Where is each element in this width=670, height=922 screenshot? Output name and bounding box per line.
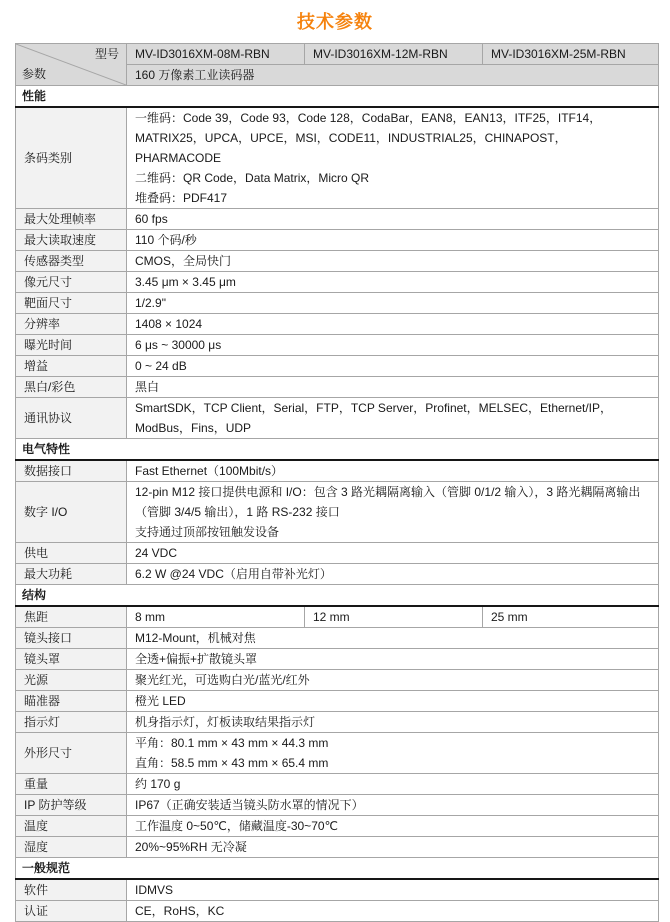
table-header-row (16, 44, 659, 65)
value-line: 工作温度 0~50℃，储藏温度-30~70℃ (135, 819, 339, 833)
value-line: 聚光红光，可选购白光/蓝光/红外 (135, 673, 310, 687)
row-label: 最大功耗 (16, 564, 127, 585)
row-value (127, 293, 659, 314)
corner-label-param: 参数 (22, 67, 47, 81)
value-line: 堆叠码：PDF417 (135, 191, 228, 205)
spec-row (16, 837, 659, 858)
section-title: 结构 (16, 585, 659, 607)
row-value (127, 335, 659, 356)
row-value-cell: 8 mm (127, 606, 305, 628)
section-title: 电气特性 (16, 439, 659, 461)
value-line: 60 fps (135, 212, 168, 226)
spec-row (16, 733, 659, 774)
row-label: 焦距 (16, 606, 127, 628)
spec-row (16, 649, 659, 670)
row-value (127, 879, 659, 901)
value-line: 支持通过顶部按钮触发设备 (135, 525, 280, 539)
spec-row (16, 356, 659, 377)
row-value (127, 482, 659, 543)
row-label: 增益 (16, 356, 127, 377)
row-label: 最大处理帧率 (16, 209, 127, 230)
spec-row (16, 691, 659, 712)
value-line: CE，RoHS，KC (135, 904, 225, 918)
row-label: 通讯协议 (16, 398, 127, 439)
spec-row (16, 460, 659, 482)
row-value (127, 107, 659, 209)
row-value (127, 251, 659, 272)
section-title: 性能 (16, 86, 659, 108)
row-value (127, 460, 659, 482)
value-line: SmartSDK，TCP Client，Serial，FTP，TCP Server，Profinet，MELSEC，Ethernet/IP，ModBus，Fins，UDP (135, 401, 613, 435)
row-value (127, 377, 659, 398)
row-value (127, 272, 659, 293)
row-label: 镜头罩 (16, 649, 127, 670)
spec-row (16, 377, 659, 398)
section-row (16, 439, 659, 461)
row-value (127, 209, 659, 230)
value-line: IP67（正确安装适当镜头防水罩的情况下） (135, 798, 364, 812)
spec-row (16, 230, 659, 251)
row-label: 最大读取速度 (16, 230, 127, 251)
row-value (127, 649, 659, 670)
spec-row (16, 712, 659, 733)
spec-row (16, 543, 659, 564)
page-title: 技术参数 (297, 12, 373, 32)
spec-row (16, 606, 659, 628)
spec-row (16, 879, 659, 901)
value-line: 平角：80.1 mm × 43 mm × 44.3 mm (135, 736, 329, 750)
spec-row (16, 628, 659, 649)
row-label: 条码类别 (16, 107, 127, 209)
row-label: 温度 (16, 816, 127, 837)
spec-row (16, 482, 659, 543)
row-label: 曝光时间 (16, 335, 127, 356)
spec-row (16, 107, 659, 209)
spec-row (16, 314, 659, 335)
value-line: 20%~95%RH 无冷凝 (135, 840, 247, 854)
value-line: 3.45 μm × 3.45 μm (135, 275, 236, 289)
value-line: 12-pin M12 接口提供电源和 I/O：包含 3 路光耦隔离输入（管脚 0/1/2 输入），3 路光耦隔离输出（管脚 3/4/5 输出），1 路 RS-232 接口 (135, 485, 641, 519)
row-value (127, 314, 659, 335)
section-title: 一般规范 (16, 858, 659, 880)
row-value (127, 543, 659, 564)
spec-row (16, 774, 659, 795)
corner-cell (16, 44, 127, 86)
value-line: 一维码：Code 39，Code 93，Code 128，CodaBar，EAN8，EAN13，ITF25，ITF14，MATRIX25，UPCA，UPCE，MSI，CODE11，INDUSTRIAL25，CHINAPOST，PHARMACODE (135, 111, 602, 165)
value-line: 6.2 W @24 VDC（启用自带补光灯） (135, 567, 332, 581)
row-label: 镜头接口 (16, 628, 127, 649)
value-line: 橙光 LED (135, 694, 186, 708)
row-label: 外形尺寸 (16, 733, 127, 774)
spec-row (16, 564, 659, 585)
row-label: 湿度 (16, 837, 127, 858)
row-value (127, 628, 659, 649)
section-row (16, 585, 659, 607)
value-line: 机身指示灯，灯板读取结果指示灯 (135, 715, 316, 729)
row-value (127, 816, 659, 837)
spec-table (15, 43, 659, 922)
value-line: 6 μs ~ 30000 μs (135, 338, 222, 352)
spec-row (16, 795, 659, 816)
row-label: 像元尺寸 (16, 272, 127, 293)
value-line: 1/2.9" (135, 296, 166, 310)
row-label: 数据接口 (16, 460, 127, 482)
spec-row (16, 293, 659, 314)
value-line: 1408 × 1024 (135, 317, 203, 331)
row-value (127, 691, 659, 712)
spec-row (16, 670, 659, 691)
model-cell-3: MV-ID3016XM-25M-RBN (483, 44, 659, 65)
row-value (127, 356, 659, 377)
spec-row (16, 816, 659, 837)
row-label: 瞄准器 (16, 691, 127, 712)
value-line: 全透+偏振+扩散镜头罩 (135, 652, 258, 666)
row-label: 重量 (16, 774, 127, 795)
model-cell-2: MV-ID3016XM-12M-RBN (305, 44, 483, 65)
value-line: IDMVS (135, 883, 174, 897)
value-line: 24 VDC (135, 546, 178, 560)
spec-row (16, 251, 659, 272)
row-label: 光源 (16, 670, 127, 691)
row-label: 靶面尺寸 (16, 293, 127, 314)
product-cell: 160 万像素工业读码器 (127, 65, 659, 86)
value-line: 二维码：QR Code，Data Matrix，Micro QR (135, 171, 370, 185)
value-line: Fast Ethernet（100Mbit/s） (135, 464, 284, 478)
row-label: 软件 (16, 879, 127, 901)
row-value-cell: 25 mm (483, 606, 659, 628)
row-label: 认证 (16, 901, 127, 922)
section-row (16, 86, 659, 108)
row-label: 指示灯 (16, 712, 127, 733)
value-line: M12-Mount，机械对焦 (135, 631, 256, 645)
row-value-cell: 12 mm (305, 606, 483, 628)
row-label: 供电 (16, 543, 127, 564)
row-value (127, 398, 659, 439)
row-label: 数字 I/O (16, 482, 127, 543)
value-line: 直角：58.5 mm × 43 mm × 65.4 mm (135, 756, 329, 770)
row-value (127, 230, 659, 251)
spec-row (16, 272, 659, 293)
row-value (127, 712, 659, 733)
value-line: CMOS，全局快门 (135, 254, 232, 268)
row-value (127, 901, 659, 922)
value-line: 黑白 (135, 380, 160, 394)
spec-row (16, 335, 659, 356)
row-label: 黑白/彩色 (16, 377, 127, 398)
row-value (127, 795, 659, 816)
row-value (127, 670, 659, 691)
spec-row (16, 901, 659, 922)
spec-row (16, 398, 659, 439)
spec-row (16, 209, 659, 230)
row-value (127, 837, 659, 858)
value-line: 0 ~ 24 dB (135, 359, 187, 373)
row-label: 分辨率 (16, 314, 127, 335)
value-line: 约 170 g (135, 777, 181, 791)
row-value (127, 564, 659, 585)
model-cell-1: MV-ID3016XM-08M-RBN (127, 44, 305, 65)
row-value (127, 774, 659, 795)
row-label: 传感器类型 (16, 251, 127, 272)
row-label: IP 防护等级 (16, 795, 127, 816)
value-line: 110 个码/秒 (135, 233, 197, 247)
corner-label-model: 型号 (94, 47, 119, 61)
row-value (127, 733, 659, 774)
